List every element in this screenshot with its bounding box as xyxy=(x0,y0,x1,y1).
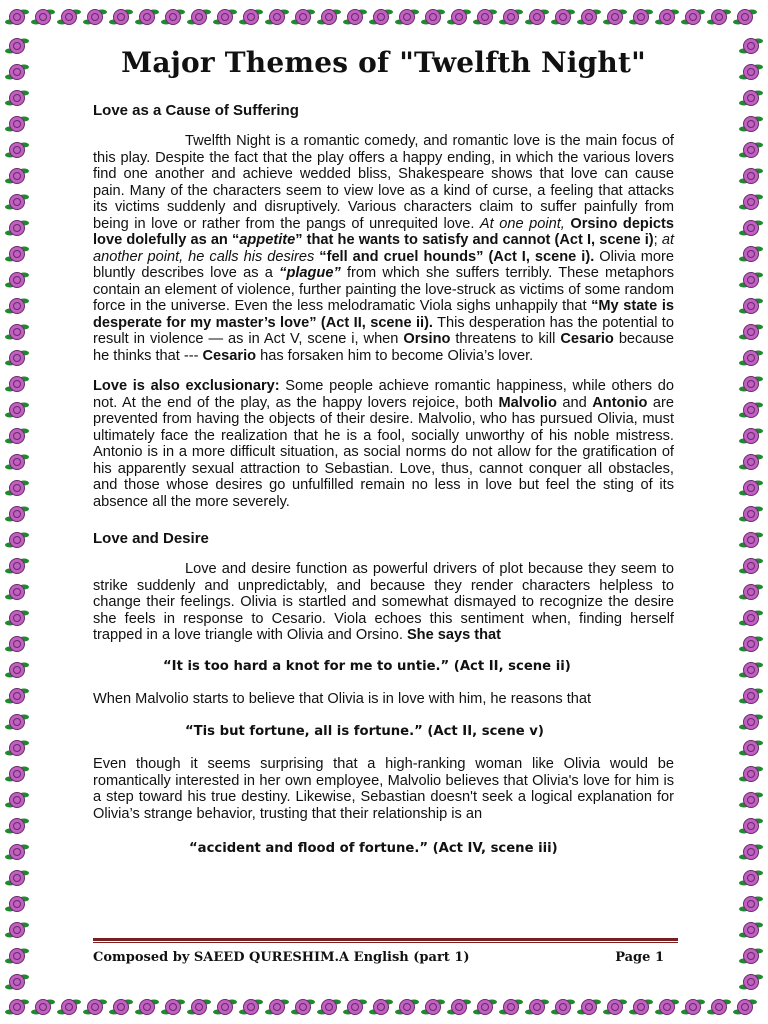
flower-icon xyxy=(5,455,29,470)
flower-icon xyxy=(739,377,763,392)
flower-icon xyxy=(739,221,763,236)
flower-icon xyxy=(5,611,29,626)
flower-icon xyxy=(739,767,763,782)
flower-icon xyxy=(707,1000,731,1015)
flower-icon xyxy=(291,1000,315,1015)
text-run: appetite xyxy=(239,232,296,248)
flower-icon xyxy=(161,1000,185,1015)
flower-icon xyxy=(499,1000,523,1015)
text-run: “fell and cruel hounds” (Act I, scene i). xyxy=(319,248,595,265)
flower-icon xyxy=(5,39,29,54)
flower-icon xyxy=(57,1000,81,1015)
flower-icon xyxy=(395,1000,419,1015)
text-run: ” that he wants to satisfy and cannot (Act I, scene i) xyxy=(295,232,654,248)
flower-icon xyxy=(739,637,763,652)
flower-icon xyxy=(739,273,763,288)
flower-icon xyxy=(577,10,601,25)
flower-icon xyxy=(739,949,763,964)
flower-icon xyxy=(5,715,29,730)
text-run: at another point, he calls his desires xyxy=(93,232,674,265)
flower-icon xyxy=(135,10,159,25)
flower-icon xyxy=(5,117,29,132)
flower-icon xyxy=(739,195,763,210)
flower-icon xyxy=(629,10,653,25)
flower-border-top-icon xyxy=(0,0,768,34)
section-heading-suffering: Love as a Cause of Suffering xyxy=(93,102,299,119)
flower-icon xyxy=(5,351,29,366)
paragraph-suffering xyxy=(93,133,674,364)
flower-icon xyxy=(5,819,29,834)
flower-border-right-icon xyxy=(734,34,768,990)
text-run: Orsino xyxy=(403,331,451,347)
flower-icon xyxy=(739,299,763,314)
page-number: Page 1 xyxy=(615,950,664,965)
flower-icon xyxy=(447,10,471,25)
footer-rule xyxy=(93,938,678,941)
text-run: because he thinks that --- xyxy=(93,331,674,364)
flower-icon xyxy=(707,10,731,25)
footer-rule-thin xyxy=(93,942,678,943)
flower-icon xyxy=(5,767,29,782)
flower-icon xyxy=(395,10,419,25)
text-run: from which she suffers terribly. These metaphors contain an element of violence, further painting the love-struck as victims of some random force in the universe. Even the less melodramatic Viola sighs unhappily that xyxy=(93,265,674,314)
paragraph-desire xyxy=(93,561,674,644)
flower-icon xyxy=(317,1000,341,1015)
text-run: Twelfth Night is a romantic comedy, and romantic love is the main focus of this play. Despite the fact that the play offers a happy ending, in which the various lovers find one another and achieve wedded bliss, Shakespeare shows that love can cause pain. Many of the characters seem to view love as a kind of curse, a feeling that attacks its victims suddenly and disruptively. Various characters claim to suffer painfully from being in love or rather from the pangs of unrequited love. xyxy=(93,133,674,232)
flower-icon xyxy=(5,377,29,392)
flower-icon xyxy=(5,481,29,496)
flower-icon xyxy=(5,1000,29,1015)
text-run: This desperation has the potential to result in violence — as in Act V, scene i, when xyxy=(93,314,674,347)
flower-icon xyxy=(739,819,763,834)
flower-icon xyxy=(369,10,393,25)
flower-icon xyxy=(551,1000,575,1015)
text-run: Olivia more bluntly describes love as a xyxy=(93,248,674,281)
flower-icon xyxy=(421,10,445,25)
flower-icon xyxy=(739,715,763,730)
flower-icon xyxy=(5,897,29,912)
flower-icon xyxy=(739,169,763,184)
flower-icon xyxy=(739,403,763,418)
text-run: Love is also exclusionary: xyxy=(93,378,280,394)
flower-border-left-icon xyxy=(0,34,34,990)
flower-icon xyxy=(265,10,289,25)
flower-icon xyxy=(187,1000,211,1015)
flower-icon xyxy=(739,871,763,886)
flower-icon xyxy=(265,1000,289,1015)
flower-icon xyxy=(213,10,237,25)
text-run: She says that xyxy=(406,627,502,643)
flower-icon xyxy=(739,793,763,808)
flower-icon xyxy=(5,91,29,106)
flower-icon xyxy=(5,793,29,808)
flower-icon xyxy=(135,1000,159,1015)
flower-icon xyxy=(655,10,679,25)
flower-icon xyxy=(5,299,29,314)
text-run: At one point, xyxy=(479,215,571,232)
flower-icon xyxy=(739,325,763,340)
flower-icon xyxy=(739,91,763,106)
flower-icon xyxy=(109,10,133,25)
flower-icon xyxy=(57,10,81,25)
flower-icon xyxy=(603,1000,627,1015)
flower-icon xyxy=(499,10,523,25)
flower-icon xyxy=(655,1000,679,1015)
flower-icon xyxy=(739,611,763,626)
section-heading-desire: Love and Desire xyxy=(93,530,209,547)
text-run: Cesario xyxy=(202,347,257,364)
text-run: and xyxy=(556,394,593,411)
flower-icon xyxy=(421,1000,445,1015)
flower-icon xyxy=(5,585,29,600)
flower-icon xyxy=(317,10,341,25)
flower-icon xyxy=(739,533,763,548)
flower-icon xyxy=(5,975,29,990)
flower-icon xyxy=(5,637,29,652)
flower-icon xyxy=(291,10,315,25)
flower-icon xyxy=(187,10,211,25)
document-page xyxy=(93,44,674,980)
flower-icon xyxy=(5,507,29,522)
flower-icon xyxy=(5,221,29,236)
flower-icon xyxy=(5,741,29,756)
flower-icon xyxy=(5,169,29,184)
flower-icon xyxy=(5,663,29,678)
flower-icon xyxy=(83,1000,107,1015)
page-footer xyxy=(93,938,678,965)
text-run: has forsaken him to become Olivia’s lover. xyxy=(256,347,534,364)
paragraph-destiny: Even though it seems surprising that a high-ranking woman like Olivia would be romantically interested in her own employee, Malvolio believes that Olivia's love for him is a step toward his true destiny. Likewise, Sebastian doesn't seek a logical explanation for Olivia’s strange behavior, trusting that their relationship is an xyxy=(93,756,674,822)
flower-icon xyxy=(739,351,763,366)
flower-icon xyxy=(603,10,627,25)
text-run: are prevented from having the objects of their desire. Malvolio, who has pursued Olivia, must ultimately face the realization that he is a fool, socially unworthy of his noble mistress. Antonio is in a more difficult situation, as social norms do not allow for the gratification of his apparently sexual attraction to Sebastian. Love, thus, cannot conquer all obstacles, and those whose desires go unfulfilled remain no less in love but feel the sting of its absence all the more severely. xyxy=(93,394,674,510)
flower-icon xyxy=(5,143,29,158)
flower-icon xyxy=(577,1000,601,1015)
flower-icon xyxy=(739,845,763,860)
paragraph-exclusionary xyxy=(93,378,674,510)
flower-icon xyxy=(551,10,575,25)
footer-author: Composed by SAEED QURESHIM.A English (part 1) xyxy=(93,950,470,965)
text-run: Antonio xyxy=(592,394,648,411)
flower-icon xyxy=(239,10,263,25)
flower-icon xyxy=(5,10,29,25)
flower-icon xyxy=(739,689,763,704)
flower-icon xyxy=(739,585,763,600)
flower-icon xyxy=(733,10,757,25)
flower-icon xyxy=(473,1000,497,1015)
flower-icon xyxy=(739,741,763,756)
flower-icon xyxy=(31,10,55,25)
flower-icon xyxy=(629,1000,653,1015)
flower-icon xyxy=(5,871,29,886)
text-run: threatens to kill xyxy=(450,331,561,347)
flower-icon xyxy=(5,403,29,418)
flower-icon xyxy=(739,65,763,80)
flower-icon xyxy=(473,10,497,25)
flower-icon xyxy=(681,1000,705,1015)
flower-icon xyxy=(5,533,29,548)
flower-icon xyxy=(5,247,29,262)
flower-icon xyxy=(739,975,763,990)
flower-icon xyxy=(5,559,29,574)
flower-icon xyxy=(739,455,763,470)
flower-icon xyxy=(739,923,763,938)
quote-knot: “It is too hard a knot for me to untie.” (Act II, scene ii) xyxy=(163,658,571,674)
flower-border-bottom-icon xyxy=(0,990,768,1024)
quote-accident: “accident and flood of fortune.” (Act IV, scene iii) xyxy=(189,841,558,856)
flower-icon xyxy=(739,143,763,158)
text-run: “My state is desperate for my master’s love” (Act II, scene ii). xyxy=(93,298,675,331)
flower-icon xyxy=(5,949,29,964)
text-run: Orsino depicts love dolefully as an “ xyxy=(93,215,674,248)
flower-icon xyxy=(739,559,763,574)
text-run: ; xyxy=(653,232,662,248)
flower-icon xyxy=(739,897,763,912)
flower-icon xyxy=(5,923,29,938)
flower-icon xyxy=(161,10,185,25)
flower-icon xyxy=(5,845,29,860)
flower-icon xyxy=(109,1000,133,1015)
flower-icon xyxy=(681,10,705,25)
flower-icon xyxy=(739,663,763,678)
quote-fortune: “Tis but fortune, all is fortune.” (Act II, scene v) xyxy=(185,724,544,739)
flower-icon xyxy=(343,1000,367,1015)
flower-icon xyxy=(5,195,29,210)
flower-icon xyxy=(525,1000,549,1015)
flower-icon xyxy=(83,10,107,25)
flower-icon xyxy=(5,325,29,340)
text-run: Love and desire function as powerful drivers of plot because they seem to strike suddenly and unpredictably, and because they render characters helpless to change their feelings. Olivia is startled and somewhat dismayed to recognize the desire she feels in response to Cesario. Viola echoes this sentiment when, finding herself trapped in a love triangle with Olivia and Orsino. xyxy=(93,561,674,643)
flower-icon xyxy=(739,481,763,496)
flower-icon xyxy=(739,39,763,54)
flower-icon xyxy=(369,1000,393,1015)
flower-icon xyxy=(5,429,29,444)
flower-icon xyxy=(739,507,763,522)
text-run: Some people achieve romantic happiness, while others do not. At the end of the play, as the happy lovers rejoice, both xyxy=(93,378,674,411)
flower-icon xyxy=(213,1000,237,1015)
flower-icon xyxy=(733,1000,757,1015)
flower-icon xyxy=(5,689,29,704)
flower-icon xyxy=(5,65,29,80)
flower-icon xyxy=(739,247,763,262)
flower-icon xyxy=(447,1000,471,1015)
page-title: Major Themes of "Twelfth Night" xyxy=(121,46,646,79)
text-run: Malvolio xyxy=(498,394,557,411)
text-run: “plague” xyxy=(279,265,341,281)
paragraph-malvolio: When Malvolio starts to believe that Olivia is in love with him, he reasons that xyxy=(93,690,592,707)
flower-icon xyxy=(5,273,29,288)
flower-icon xyxy=(525,10,549,25)
flower-icon xyxy=(31,1000,55,1015)
text-run: Cesario xyxy=(560,331,614,347)
flower-icon xyxy=(739,117,763,132)
flower-icon xyxy=(739,429,763,444)
flower-icon xyxy=(239,1000,263,1015)
flower-icon xyxy=(343,10,367,25)
